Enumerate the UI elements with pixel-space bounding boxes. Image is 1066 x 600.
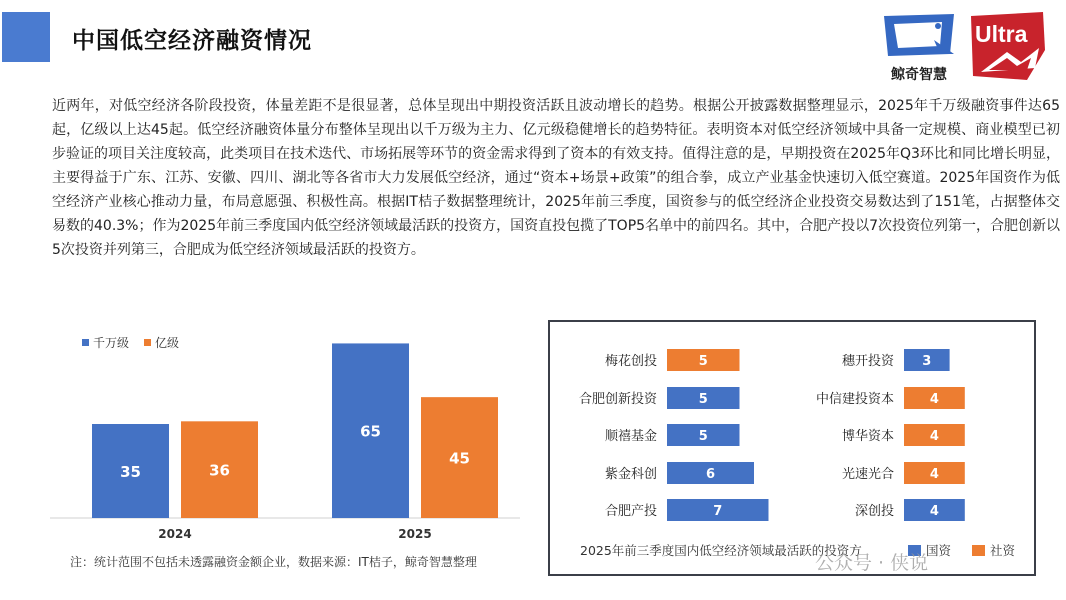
investor-name: 博华资本 [841,429,894,444]
investor-value: 4 [929,392,939,407]
brand-name: 鲸奇智慧 [891,67,947,83]
title-accent-block [2,12,50,62]
chart-caption: 2025年前三季度国内低空经济领域最活跃的投资方 [580,543,862,558]
investor-value: 7 [713,504,723,519]
investor-name: 深创投 [854,504,894,519]
investor-name: 中信建投资本 [815,392,894,407]
bar-value-label: 35 [120,463,141,481]
partner-logo [967,10,1047,82]
legend-swatch-0 [82,339,89,346]
legend-swatch-1 [972,545,985,556]
ultra-logo-icon [967,10,1047,82]
investor-name: 合肥创新投资 [578,392,657,407]
investor-value: 4 [929,467,939,482]
x-tick-label: 2024 [158,527,192,541]
legend-label-0: 千万级 [93,336,130,350]
funding-volume-chart [40,318,530,558]
watermark: 公众号 · 侠说 [815,552,929,574]
footnote: 注：统计范围不包括未透露融资金额企业，数据来源：IT桔子，鲸奇智慧整理 [70,555,477,569]
legend-label-1: 社资 [990,543,1016,558]
investor-value: 3 [922,354,932,369]
legend-swatch-1 [144,339,151,346]
whale-logo-icon [878,10,960,66]
legend-label-0: 国资 [926,543,952,558]
investor-value: 5 [698,354,708,369]
brand-logo [878,10,960,82]
legend-label-1: 亿级 [155,336,180,350]
investor-name: 光速光合 [841,467,894,482]
investor-value: 6 [705,467,716,482]
top-investors-panel [548,320,1036,576]
bar-value-label: 45 [449,449,470,468]
bar-value-label: 65 [360,422,381,441]
investor-name: 穗开投资 [841,354,894,369]
investor-value: 5 [698,429,708,444]
body-paragraph: 近两年，对低空经济各阶段投资，体量差距不是很显著，总体呈现出中期投资活跃且波动增长的趋势。根据公开披露数据整理显示，2025年千万级融资事件达65起，亿级以上达45起。低空经济融资体量分布整体呈现出以千万级为主力、亿元级稳健增长的趋势特征。表明资本对低空经济领域中具备一定规模、商业模型已初步验证的项目关注度较高，此类项目在技术迭代、市场拓展等环节的资金需求得到了资本的有效支持。值得注意的是，早期投资在2025年Q3环比和同比增长明显，主要得益于广东、江苏、安徽、四川、湖北等各省市大力发展低空经济，通过“资本+场景+政策”的组合拳，成立产业基金快速切入低空赛道。2025年国资作为低空经济产业核心推动力量，布局意愿强、积极性高。根据IT桔子数据整理统计，2025年前三季度，国资参与的低空经济企业投资交易数达到了151笔，占据整体交易数的40.3%；作为2025年前三季度国内低空经济领域最活跃的投资方，国资直投包揽了TOP5名单中的前四名。其中，合肥产投以7次投资位列第一，合肥创新以5次投资并列第三，合肥成为低空经济领域最活跃的投资方。 [52,98,1060,258]
bar-value-label: 36 [209,461,230,480]
top-investors-chart [550,322,1034,574]
partner-logo-text: Ultra [975,21,1028,47]
investor-value: 5 [698,392,708,407]
x-tick-label: 2025 [398,527,432,541]
investor-name: 顺禧基金 [604,429,657,444]
investor-name: 梅花创投 [604,354,657,369]
investor-name: 紫金科创 [604,467,657,482]
page-title: 中国低空经济融资情况 [72,28,312,54]
investor-name: 合肥产投 [604,504,657,519]
investor-value: 4 [929,429,939,444]
investor-value: 4 [929,504,939,519]
